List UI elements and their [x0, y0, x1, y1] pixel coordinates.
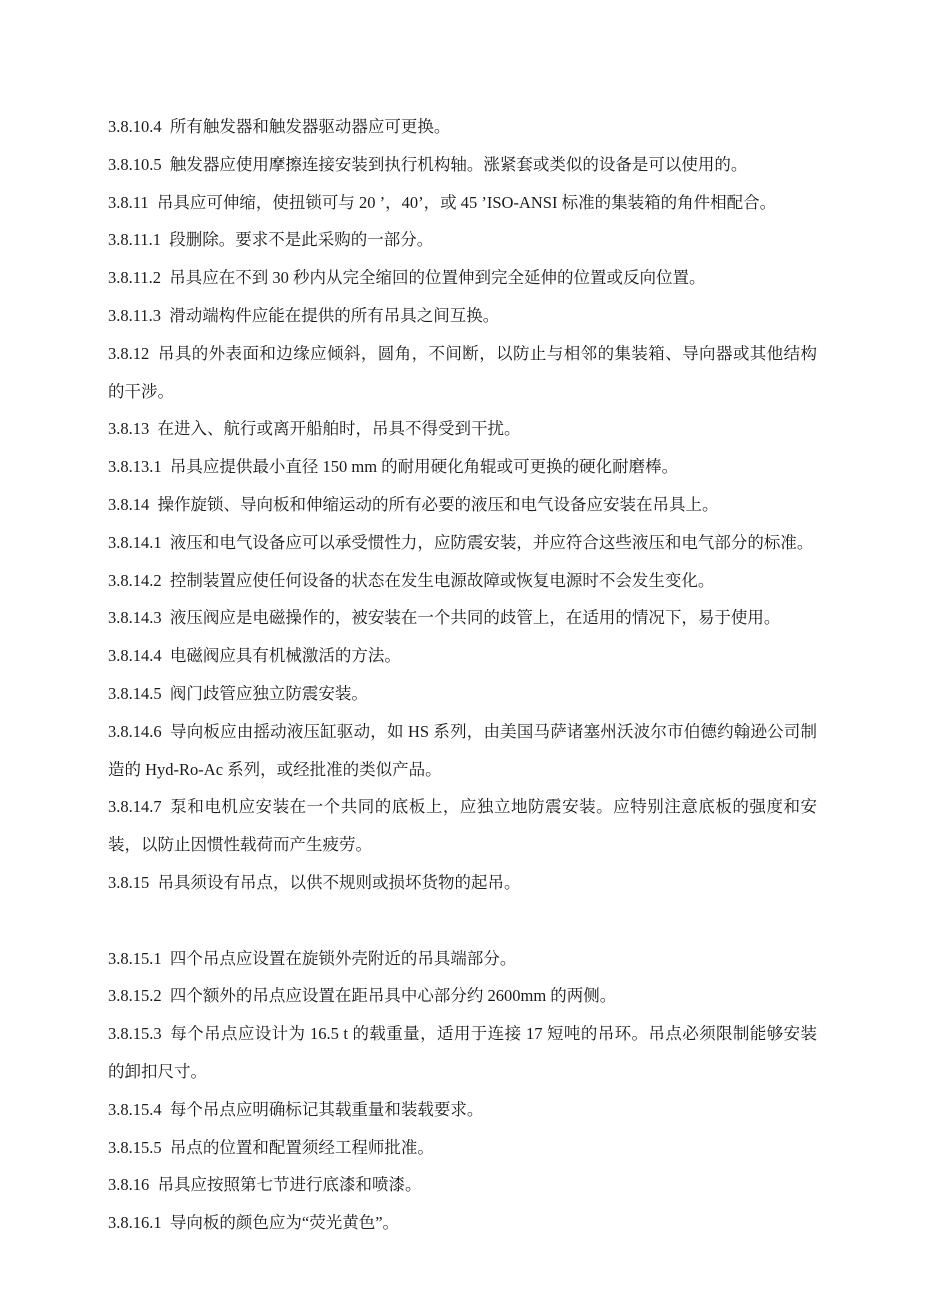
clause-text: 所有触发器和触发器驱动器应可更换。 — [169, 117, 451, 136]
clause-text: 吊具须设有吊点，以供不规则或损坏货物的起吊。 — [157, 872, 521, 892]
clause-paragraph — [108, 524, 817, 562]
clause-number: 3.8.11.1 — [108, 230, 162, 250]
clause-text: 操作旋锁、导向板和伸缩运动的所有必要的液压和电气设备应安装在吊具上。 — [157, 494, 719, 514]
clause-number: 3.8.15.2 — [108, 986, 162, 1006]
clause-text: 液压阀应是电磁操作的，被安装在一个共同的歧管上，在适用的情况下，易于使用。 — [169, 608, 781, 628]
clause-paragraph — [108, 146, 817, 184]
clause-paragraph — [108, 1204, 817, 1242]
clause-number: 3.8.16 — [108, 1175, 150, 1195]
clause-paragraph — [108, 1166, 817, 1204]
clause-number: 3.8.14.3 — [108, 608, 162, 628]
clause-number: 3.8.14.6 — [108, 721, 162, 741]
clause-paragraph — [108, 637, 817, 675]
clause-paragraph — [108, 448, 817, 486]
clause-number: 3.8.15.5 — [108, 1137, 162, 1157]
clause-paragraph — [108, 1015, 817, 1091]
clause-number: 3.8.10.4 — [108, 117, 162, 136]
document-body — [108, 108, 817, 1242]
clause-number: 3.8.15.1 — [108, 948, 162, 968]
clause-number: 3.8.14.1 — [108, 532, 162, 552]
clause-text: 阀门歧管应独立防震安装。 — [169, 683, 368, 703]
clause-paragraph — [108, 108, 817, 146]
clause-number: 3.8.15.3 — [108, 1024, 162, 1044]
clause-text: 每个吊点应明确标记其载重量和装载要求。 — [169, 1099, 484, 1119]
clause-number: 3.8.16.1 — [108, 1213, 162, 1233]
clause-number: 3.8.14.4 — [108, 646, 162, 666]
clause-paragraph — [108, 297, 817, 335]
clause-number: 3.8.13 — [108, 419, 150, 439]
clause-paragraph — [108, 864, 817, 902]
clause-text: 四个吊点应设置在旋锁外壳附近的吊具端部分。 — [169, 948, 517, 968]
clause-paragraph — [108, 902, 817, 940]
clause-number: 3.8.10.5 — [108, 154, 162, 174]
clause-text: 吊具应可伸缩，使扭锁可与 20 ’，40’，或 45 ’ISO-ANSI 标准的集装箱的角件相配合。 — [156, 192, 777, 212]
clause-paragraph — [108, 675, 817, 713]
clause-text: 每个吊点应设计为 16.5 t 的载重量，适用于连接 17 短吨的吊环。吊点必须限制能够安装的卸扣尺寸。 — [108, 1024, 817, 1081]
clause-text: 导向板的颜色应为“荧光黄色”。 — [169, 1213, 400, 1233]
clause-text: 吊具的外表面和边缘应倾斜，圆角，不间断，以防止与相邻的集装箱、导向器或其他结构的干涉。 — [108, 343, 817, 401]
clause-text: 液压和电气设备应可以承受惯性力，应防震安装，并应符合这些液压和电气部分的标准。 — [169, 532, 814, 552]
clause-number: 3.8.13.1 — [108, 457, 162, 477]
clause-text: 控制装置应使任何设备的状态在发生电源故障或恢复电源时不会发生变化。 — [169, 570, 715, 590]
clause-text: 滑动端构件应能在提供的所有吊具之间互换。 — [169, 305, 500, 325]
clause-paragraph — [108, 221, 817, 259]
clause-number: 3.8.12 — [108, 343, 150, 363]
clause-text: 四个额外的吊点应设置在距吊具中心部分约 2600mm 的两侧。 — [169, 986, 617, 1006]
clause-paragraph — [108, 1129, 817, 1167]
clause-text: 吊具应在不到 30 秒内从完全缩回的位置伸到完全延伸的位置或反向位置。 — [169, 268, 706, 288]
clause-paragraph — [108, 713, 817, 789]
clause-number: 3.8.14.2 — [108, 570, 162, 590]
clause-text: 吊点的位置和配置须经工程师批准。 — [169, 1137, 434, 1157]
clause-text: 电磁阀应具有机械激活的方法。 — [169, 646, 401, 666]
clause-number: 3.8.11.2 — [108, 268, 162, 288]
clause-paragraph — [108, 410, 817, 448]
clause-text: 泵和电机应安装在一个共同的底板上，应独立地防震安装。应特别注意底板的强度和安装，以防止因惯性载荷而产生疲劳。 — [108, 797, 817, 855]
clause-text: 段删除。要求不是此采购的一部分。 — [169, 230, 434, 250]
clause-paragraph — [108, 335, 817, 411]
clause-paragraph — [108, 562, 817, 600]
clause-number: 3.8.11.3 — [108, 305, 162, 325]
clause-number: 3.8.14.5 — [108, 683, 162, 703]
clause-number: 3.8.15 — [108, 872, 150, 892]
clause-paragraph — [108, 788, 817, 864]
clause-paragraph — [108, 1091, 817, 1129]
clause-number: 3.8.14.7 — [108, 797, 162, 817]
clause-paragraph — [108, 486, 817, 524]
clause-text: 导向板应由摇动液压缸驱动，如 HS 系列，由美国马萨诸塞州沃波尔市伯德约翰逊公司制造的 Hyd-Ro-Ac 系列，或经批准的类似产品。 — [108, 721, 817, 779]
clause-text: 在进入、航行或离开船舶时，吊具不得受到干扰。 — [157, 419, 521, 439]
clause-number: 3.8.11 — [108, 192, 149, 212]
clause-text: 触发器应使用摩擦连接安装到执行机构轴。涨紧套或类似的设备是可以使用的。 — [169, 154, 748, 174]
clause-number: 3.8.15.4 — [108, 1099, 162, 1119]
clause-number: 3.8.14 — [108, 494, 150, 514]
clause-paragraph — [108, 184, 817, 222]
clause-paragraph — [108, 599, 817, 637]
clause-paragraph — [108, 977, 817, 1015]
clause-text: 吊具应提供最小直径 150 mm 的耐用硬化角辊或可更换的硬化耐磨棒。 — [169, 457, 679, 477]
clause-text: 吊具应按照第七节进行底漆和喷漆。 — [157, 1175, 422, 1195]
clause-paragraph — [108, 940, 817, 978]
clause-paragraph — [108, 259, 817, 297]
